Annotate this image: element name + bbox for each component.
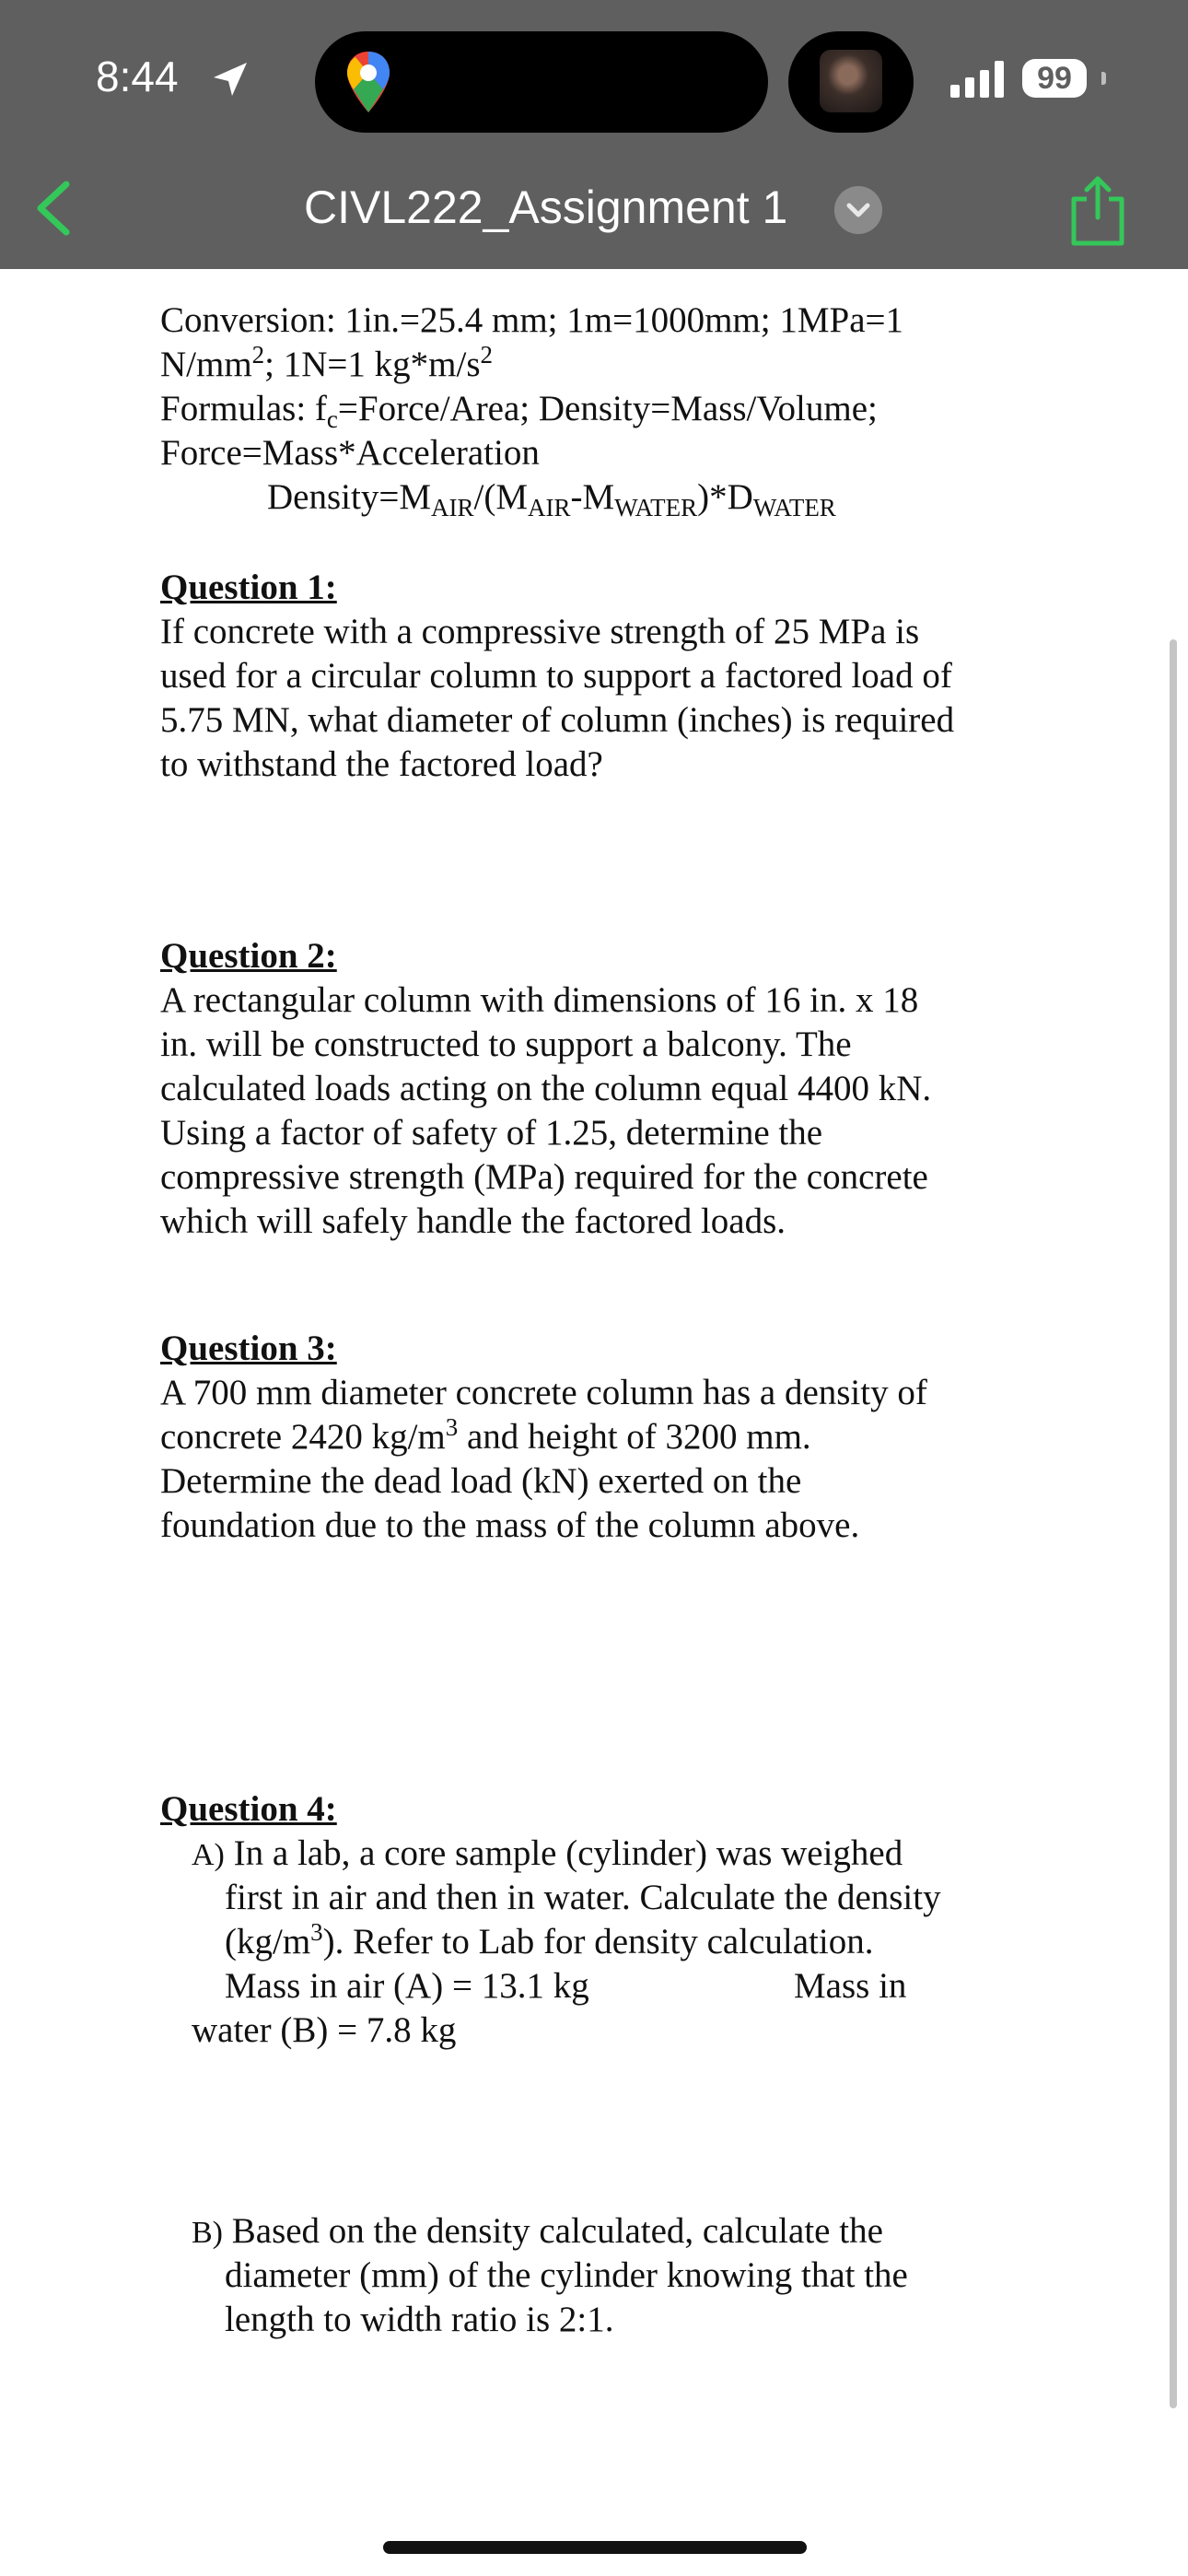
question-4b-line: diameter (mm) of the cylinder knowing that the xyxy=(225,2255,908,2295)
question-2-heading: Question 2: xyxy=(160,936,337,976)
question-4a-mass-air: Mass in air (A) = 13.1 kg xyxy=(225,1966,589,2006)
conversion-line-1: Conversion: 1in.=25.4 mm; 1m=1000mm; 1MPa=1 xyxy=(160,300,904,340)
question-2-line: A rectangular column with dimensions of 16 in. x 18 xyxy=(160,980,919,1020)
question-2-line: compressive strength (MPa) required for the concrete xyxy=(160,1157,928,1197)
question-4a-line: A) In a lab, a core sample (cylinder) was weighed xyxy=(192,1833,903,1873)
question-2-line: Using a factor of safety of 1.25, determine the xyxy=(160,1113,823,1153)
chevron-left-icon[interactable] xyxy=(31,179,76,238)
top-bar xyxy=(0,0,1188,269)
scrollbar[interactable] xyxy=(1170,639,1177,2408)
question-3-line: concrete 2420 $kg/m^3$ and height of 3200 mm. xyxy=(160,1413,811,1457)
question-4b-line: B) Based on the density calculated, calculate the xyxy=(192,2211,883,2251)
status-time: 8:44 xyxy=(96,53,179,100)
question-1-line: 5.75 MN, what diameter of column (inches) is required xyxy=(160,700,955,740)
home-indicator[interactable] xyxy=(383,2541,807,2554)
question-3-heading: Question 3: xyxy=(160,1329,337,1368)
battery-icon: 99 xyxy=(1022,59,1087,98)
question-2-line: in. will be constructed to support a balcony. The xyxy=(160,1025,852,1064)
conversion-line-2: $N/mm^2$; 1N=1 $kg*m/s^2$ xyxy=(160,341,494,384)
question-1-heading: Question 1: xyxy=(160,568,337,607)
question-2-line: calculated loads acting on the column equal 4400 kN. xyxy=(160,1069,932,1108)
question-1-line: to withstand the factored load? xyxy=(160,744,603,784)
maps-pin-icon xyxy=(344,50,392,114)
avatar[interactable] xyxy=(820,50,882,112)
question-3-line: Determine the dead load (kN) exerted on the xyxy=(160,1461,802,1501)
density-formula: $Density=M_{AIR}/(M_{AIR}-M_{WATER})*D_{WATER}$ xyxy=(267,477,836,521)
formulas-line-1: Formulas: $f_c=Force$/Area; Density=Mass/Volume; xyxy=(160,389,878,433)
question-2-line: which will safely handle the factored loads. xyxy=(160,1201,786,1241)
question-3-line: foundation due to the mass of the column above. xyxy=(160,1505,860,1545)
question-4a-mass-in: Mass in xyxy=(794,1966,907,2006)
chevron-down-icon[interactable] xyxy=(834,186,882,234)
battery-nub xyxy=(1101,72,1106,85)
formulas-line-2: Force=Mass*Acceleration xyxy=(160,433,540,473)
document-page[interactable] xyxy=(0,269,1188,2576)
question-4a-line: $(kg/m^3)$. Refer to Lab for density calculation. xyxy=(225,1918,874,1961)
question-4a-mass-water: water (B) = 7.8 kg xyxy=(192,2010,457,2050)
question-4-heading: Question 4: xyxy=(160,1789,337,1829)
question-3-line: A 700 mm diameter concrete column has a density of xyxy=(160,1373,927,1412)
share-icon[interactable] xyxy=(1066,175,1129,247)
question-4b-line: length to width ratio is 2:1. xyxy=(225,2300,614,2339)
location-arrow-icon xyxy=(210,59,250,100)
document-title[interactable]: CIVL222_Assignment 1 xyxy=(304,181,788,233)
question-1-line: If concrete with a compressive strength of 25 MPa is xyxy=(160,612,920,651)
question-4a-line: first in air and then in water. Calculate the density xyxy=(225,1878,941,1917)
question-1-line: used for a circular column to support a factored load of xyxy=(160,656,952,696)
